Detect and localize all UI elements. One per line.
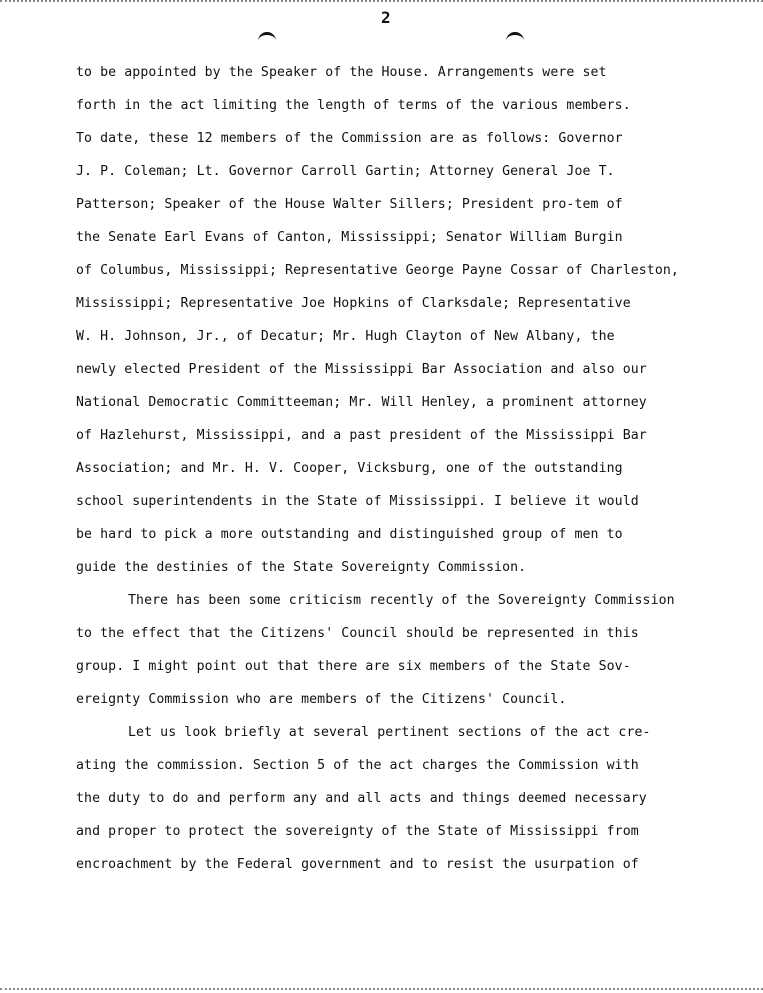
text-line: guide the destinies of the State Sovereignty Commission. <box>76 560 527 575</box>
paragraph-2 <box>76 584 748 716</box>
paragraph-1 <box>76 56 748 584</box>
text-line: Association; and Mr. H. V. Cooper, Vicksburg, one of the outstanding <box>76 461 623 476</box>
text-line: of Hazlehurst, Mississippi, and a past president of the Mississippi Bar <box>76 428 647 443</box>
body-text <box>76 56 748 881</box>
text-line: the Senate Earl Evans of Canton, Mississippi; Senator William Burgin <box>76 230 623 245</box>
text-line: There has been some criticism recently of the Sovereignty Commission <box>128 593 675 608</box>
text-line: ating the commission. Section 5 of the act charges the Commission with <box>76 758 639 773</box>
text-line: the duty to do and perform any and all acts and things deemed necessary <box>76 791 647 806</box>
text-line: Patterson; Speaker of the House Walter Sillers; President pro-tem of <box>76 197 623 212</box>
text-line: group. I might point out that there are six members of the State Sov- <box>76 659 631 674</box>
punch-hole-mark-left <box>258 32 276 45</box>
text-line: to be appointed by the Speaker of the House. Arrangements were set <box>76 65 607 80</box>
text-line: To date, these 12 members of the Commission are as follows: Governor <box>76 131 623 146</box>
text-line: ereignty Commission who are members of the Citizens' Council. <box>76 692 567 707</box>
text-line: encroachment by the Federal government and to resist the usurpation of <box>76 857 639 872</box>
text-line: forth in the act limiting the length of terms of the various members. <box>76 98 631 113</box>
punch-hole-mark-right <box>506 32 524 45</box>
text-line: be hard to pick a more outstanding and distinguished group of men to <box>76 527 623 542</box>
text-line: Let us look briefly at several pertinent sections of the act cre- <box>128 725 651 740</box>
text-line: newly elected President of the Mississippi Bar Association and also our <box>76 362 647 377</box>
text-line: W. H. Johnson, Jr., of Decatur; Mr. Hugh Clayton of New Albany, the <box>76 329 615 344</box>
bottom-border <box>0 988 763 990</box>
text-line: National Democratic Committeeman; Mr. Will Henley, a prominent attorney <box>76 395 647 410</box>
text-line: school superintendents in the State of Mississippi. I believe it would <box>76 494 639 509</box>
page-number: 2 <box>381 8 391 27</box>
paragraph-3 <box>76 716 748 881</box>
text-line: J. P. Coleman; Lt. Governor Carroll Gartin; Attorney General Joe T. <box>76 164 615 179</box>
top-border <box>0 0 763 2</box>
text-line: Mississippi; Representative Joe Hopkins of Clarksdale; Representative <box>76 296 631 311</box>
text-line: to the effect that the Citizens' Council should be represented in this <box>76 626 639 641</box>
text-line: of Columbus, Mississippi; Representative George Payne Cossar of Charleston, <box>76 263 679 278</box>
text-line: and proper to protect the sovereignty of the State of Mississippi from <box>76 824 639 839</box>
